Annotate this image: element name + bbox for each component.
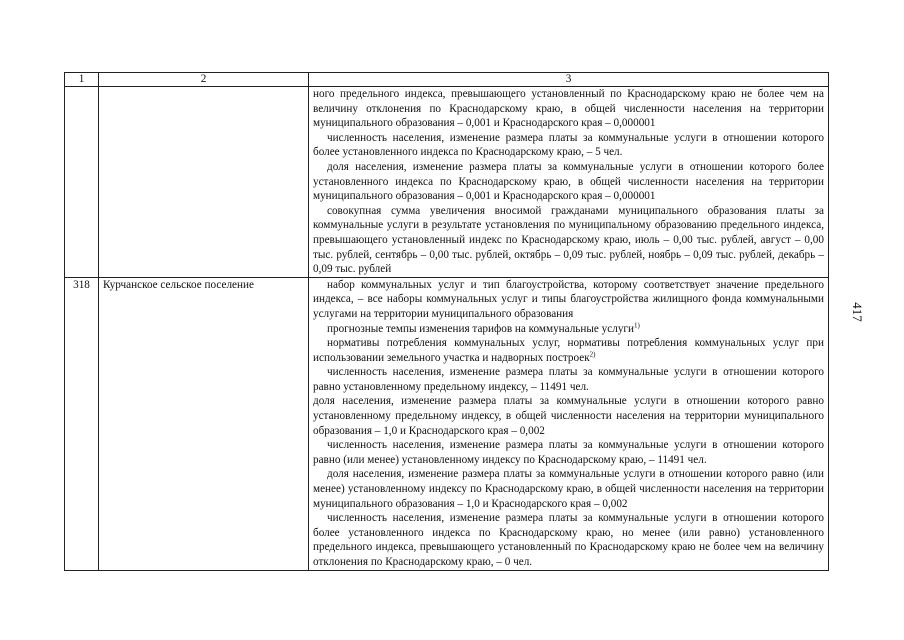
paragraph-text: численность населения, изменение размера платы за коммунальные услуги в отношении которого более установленного индекса по Краснодарскому краю, – 5 чел. — [313, 131, 824, 159]
footnote-marker: 2) — [589, 349, 596, 358]
indicator-paragraph — [313, 365, 824, 394]
indicator-paragraph — [313, 160, 824, 204]
indicator-paragraph — [313, 131, 824, 160]
indicator-text-cell — [309, 87, 829, 278]
paragraph-text: набор коммунальных услуг и тип благоустройства, которому соответствует значение предельного индекса, – все наборы коммунальных услуг и типы благоустройства жилищного фонда коммунальными услугами на территории муниципального образования — [313, 278, 824, 320]
paragraph-text: доля населения, изменение размера платы за коммунальные услуги в отношении которого равно установленному предельному индексу, в общей численности населения на территории муниципального образования – 1,0 и Краснодарского края – 0,002 — [313, 395, 824, 437]
indicator-paragraph — [313, 467, 824, 511]
footnote-marker: 1) — [633, 320, 640, 329]
paragraph-text: численность населения, изменение размера платы за коммунальные услуги в отношении которого более установленного индекса по Краснодарскому краю, но менее (или равно) установленного предельного индекса, превышающего установленный по Краснодарскому краю не более чем на величину отклонения по Краснодарскому краю, – 0 чел. — [313, 512, 824, 568]
indicator-paragraph — [313, 511, 824, 569]
paragraph-text: прогнозные темпы изменения тарифов на коммунальные услуги — [327, 322, 634, 335]
paragraph-text: доля населения, изменение размера платы за коммунальные услуги в отношении которого более установленного индекса по Краснодарскому краю, в общей численности населения на территории муниципального образования – 0,001 и Краснодарского края – 0,000001 — [313, 160, 824, 203]
paragraph-text: доля населения, изменение размера платы за коммунальные услуги в отношении которого равно (или менее) установленному индексу по Краснодарскому краю, в общей численности населения на территории муниципального образования – 1,0 и Краснодарского края – 0,002 — [313, 468, 824, 510]
document-table — [64, 72, 829, 571]
indicator-paragraph — [313, 204, 824, 277]
paragraph-text: ного предельного индекса, превышающего установленный по Краснодарскому краю не более чем на величину отклонения по Краснодарскому краю, в общей численности населения на территории муниципального образования – 0,001 и Краснодарского края – 0,000001 — [313, 88, 824, 130]
table-row — [65, 277, 829, 570]
paragraph-text: численность населения, изменение размера платы за коммунальные услуги в отношении которого равно установленному предельному индексу, – 11491 чел. — [313, 366, 824, 393]
row-number — [65, 87, 99, 278]
settlement-name: Курчанское сельское поселение — [99, 277, 309, 570]
row-number: 318 — [65, 277, 99, 570]
paragraph-text: численность населения, изменение размера платы за коммунальные услуги в отношении которого равно (или менее) установленному индексу по Краснодарскому краю, – 11491 чел. — [313, 439, 824, 466]
page-number: 417 — [849, 302, 865, 322]
table-header-row — [65, 73, 829, 87]
indicator-paragraph — [313, 278, 824, 322]
indicator-paragraph — [313, 394, 824, 438]
indicator-paragraph — [313, 336, 824, 365]
indicator-paragraph — [313, 87, 824, 131]
indicator-paragraph — [313, 322, 824, 337]
column-header: 1 — [65, 73, 99, 87]
paragraph-text: совокупная сумма увеличения вносимой гражданами муниципального образования платы за коммунальные услуги в результате установления по муниципальному образованию предельного индекса, превышающего установленный индекс по Краснодарскому краю, июль – 0,00 тыс. рублей, август – 0,00 тыс. рублей, сентябрь – 0,00 тыс. рублей, октябрь – 0,09 тыс. рублей, ноябрь – 0,09 тыс. рублей, декабрь – 0,09 тыс. рублей — [313, 204, 824, 276]
indicator-paragraph — [313, 438, 824, 467]
table-row — [65, 87, 829, 278]
settlement-name — [99, 87, 309, 278]
indicator-text-cell — [309, 277, 829, 570]
column-header: 2 — [99, 73, 309, 87]
column-header: 3 — [309, 73, 829, 87]
paragraph-text: нормативы потребления коммунальных услуг, нормативы потребления коммунальных услуг при использовании земельного участка и надворных построек — [313, 337, 824, 364]
